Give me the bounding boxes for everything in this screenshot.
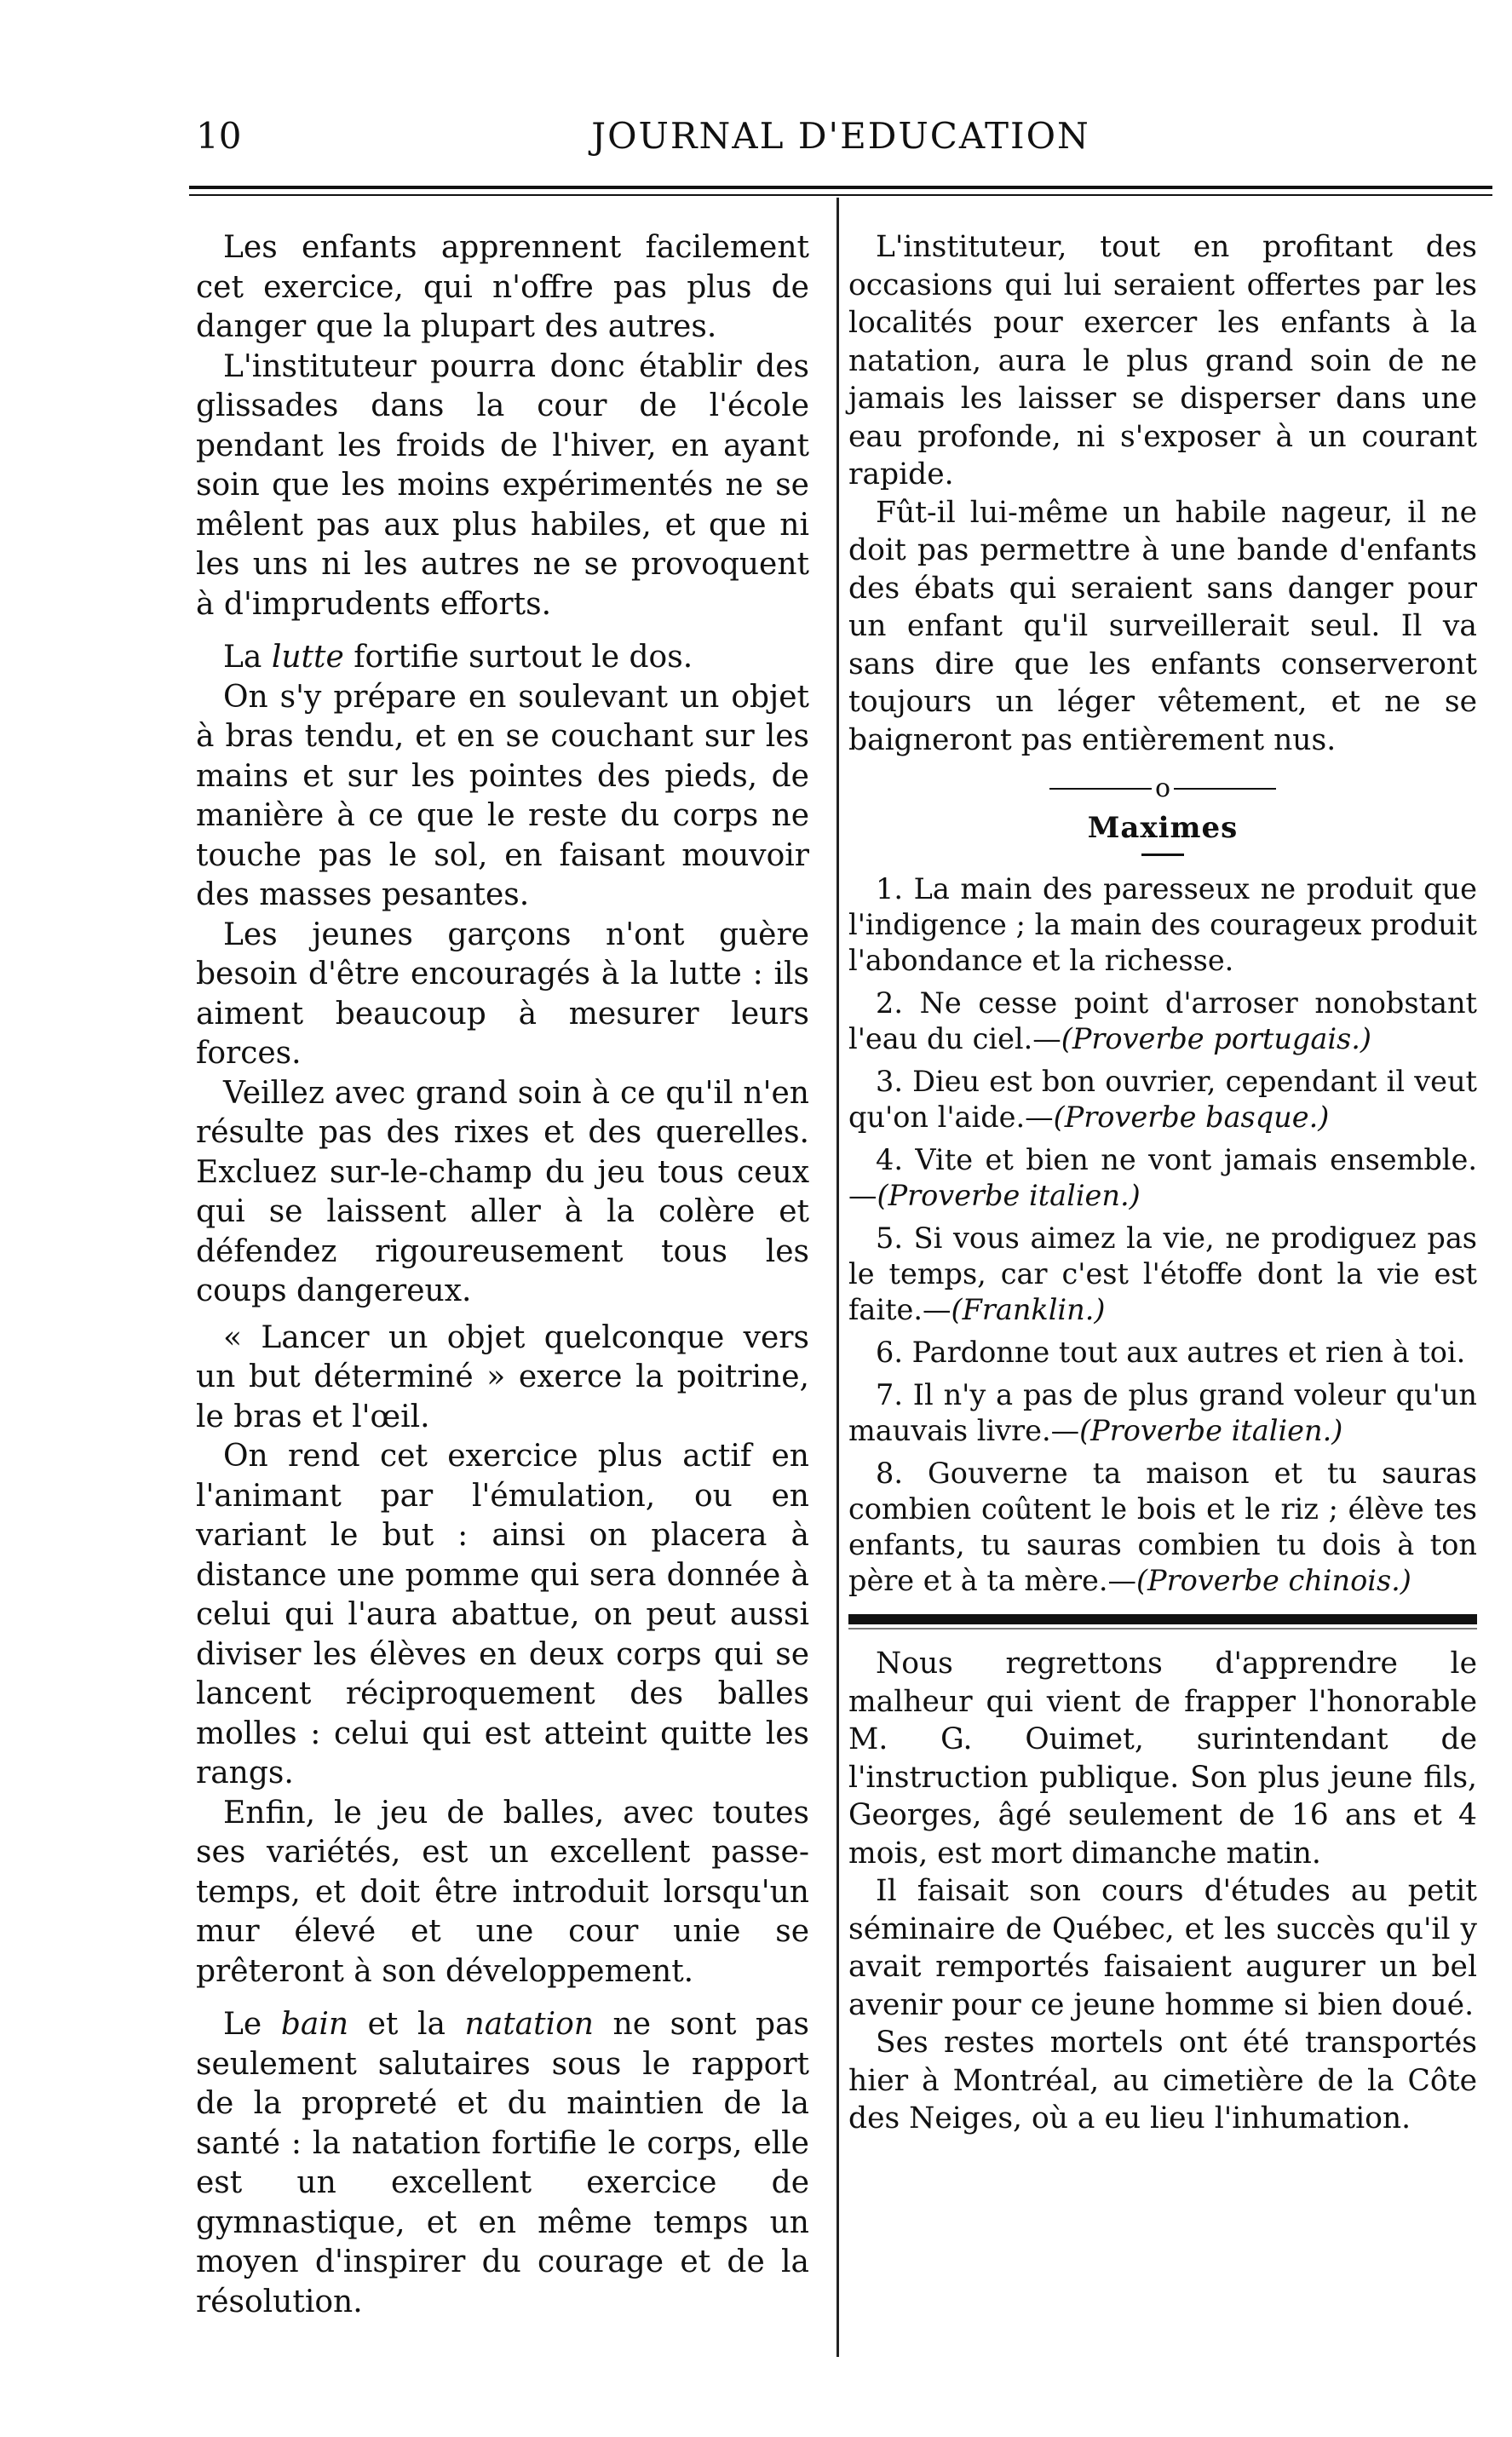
paragraph-lutte-preparation: On s'y prépare en soulevant un objet à bras tendu, et en se couchant sur les mains et sur les pointes des pieds, de manière à ce que le reste du corps ne touche pas le sol, en faisant mouvoir des masses pesantes. xyxy=(196,679,809,912)
maxims-list xyxy=(848,871,1477,1599)
maxim-item: 1. La main des paresseux ne produit que l'indigence ; la main des courageux produit l'abondance et la richesse. xyxy=(848,872,1477,977)
paragraph-lutte-garcons: Les jeunes garçons n'ont guère besoin d'être encouragés à la lutte : ils aiment beaucoup à mesurer leurs forces. xyxy=(196,917,809,1071)
maxim-item: 6. Pardonne tout aux autres et rien à toi. xyxy=(876,1336,1466,1369)
header-rule-thick xyxy=(189,186,1492,189)
column-divider xyxy=(836,198,839,2357)
paragraph-lancer: « Lancer un objet quelconque vers un but déterminé » exerce la poitrine, le bras et l'œil. xyxy=(196,1319,809,1434)
paragraph-balles: Enfin, le jeu de balles, avec toutes ses variétés, est un excellent passe-temps, et doit être introduit lorsqu'un mur élevé et une cour unie se prêteront à son développement. xyxy=(196,1795,809,1989)
journal-title: JOURNAL D'EDUCATION xyxy=(591,115,1090,157)
page-header xyxy=(189,111,1492,162)
paragraph-emulation: On rend cet exercice plus actif en l'animant par l'émulation, ou en variant le but : ainsi on placera à distance une pomme qui sera donnée à celui qui l'aura abattue, on peut aussi diviser les élèves en deux corps qui se lancent réciproquement des balles molles : celui qui est atteint quitte les rangs. xyxy=(196,1439,809,1790)
maxim-item: 3. Dieu est bon ouvrier, cependant il veut qu'on l'aide.—(Proverbe basque.) xyxy=(848,1065,1477,1134)
paragraph-glissades-2: L'instituteur pourra donc établir des glissades dans la cour de l'école pendant les froids de l'hiver, en ayant soin que les moins expérimentés ne se mêlent pas aux plus habiles, et que ni les uns ni les autres ne se provoquent à d'imprudents efforts. xyxy=(196,348,809,622)
maxim-item: 2. Ne cesse point d'arroser nonobstant l'eau du ciel.—(Proverbe portugais.) xyxy=(848,986,1477,1055)
notice-separator-thick xyxy=(848,1614,1477,1624)
right-column xyxy=(848,228,1477,2138)
paragraph-lutte-intro: La lutte fortifie surtout le dos. xyxy=(223,640,693,675)
paragraph-nageur: Fût-il lui-même un habile nageur, il ne doit pas permettre à une bande d'enfants des ébats qui seraient sans danger pour un enfant qu'il surveillerait seul. Il va sans dire que les enfants conserveront toujours un léger vêtement, et ne se baigneront pas entièrement nus. xyxy=(848,495,1477,757)
paragraph-instituteur-natation: L'instituteur, tout en profitant des occasions qui lui seraient offertes par les localités pour exercer les enfants à la natation, aura le plus grand soin de ne jamais les laisser se disperser dans une eau profonde, ni s'exposer à un courant rapide. xyxy=(848,230,1477,491)
section-separator: o xyxy=(848,771,1477,806)
page-number: 10 xyxy=(196,115,242,157)
maxim-item: 8. Gouverne ta maison et tu sauras combien coûtent le bois et le riz ; élève tes enfants, tu sauras combien tu dois à ton père et à ta mère.—(Proverbe chinois.) xyxy=(848,1457,1477,1597)
paragraph-obituary-2: Il faisait son cours d'études au petit séminaire de Québec, et les succès qu'il y avait remportés faisaient augurer un bel avenir pour ce jeune homme si bien doué. xyxy=(848,1874,1477,2022)
paragraph-glissades-1: Les enfants apprennent facilement cet exercice, qui n'offre pas plus de danger que la plupart des autres. xyxy=(196,230,809,344)
left-column xyxy=(196,228,809,2322)
maxim-item: 7. Il n'y a pas de plus grand voleur qu'un mauvais livre.—(Proverbe italien.) xyxy=(848,1378,1477,1447)
maxims-title: Maximes xyxy=(1087,811,1239,845)
maxim-item: 5. Si vous aimez la vie, ne prodiguez pas le temps, car c'est l'étoffe dont la vie est faite.—(Franklin.) xyxy=(848,1221,1477,1326)
paragraph-lutte-rixes: Veillez avec grand soin à ce qu'il n'en résulte pas des rixes et des querelles. Excluez sur-le-champ du jeu tous ceux qui se laissent aller à la colère et défendez rigoureusement tous les coups dangereux. xyxy=(196,1075,809,1308)
paragraph-bain-natation: Le bain et la natation ne sont pas seulement salutaires sous le rapport de la propreté et du maintien de la santé : la natation fortifie le corps, elle est un excellent exercice de gymnastique, et en même temps un moyen d'inspirer du courage et de la résolution. xyxy=(196,2007,810,2319)
paragraph-obituary-1: Nous regrettons d'apprendre le malheur qui vient de frapper l'honorable M. G. Ouimet, surintendant de l'instruction publique. Son plus jeune fils, Georges, âgé seulement de 16 ans et 4 mois, est mort dimanche matin. xyxy=(848,1647,1477,1871)
maxim-item: 4. Vite et bien ne vont jamais ensemble.—(Proverbe italien.) xyxy=(848,1143,1477,1212)
maxims-title-rule xyxy=(1141,854,1184,856)
notice-separator-thin xyxy=(848,1628,1477,1629)
header-rule-thin xyxy=(189,194,1492,196)
paragraph-obituary-3: Ses restes mortels ont été transportés hier à Montréal, au cimetière de la Côte des Neiges, où a eu lieu l'inhumation. xyxy=(848,2026,1477,2135)
